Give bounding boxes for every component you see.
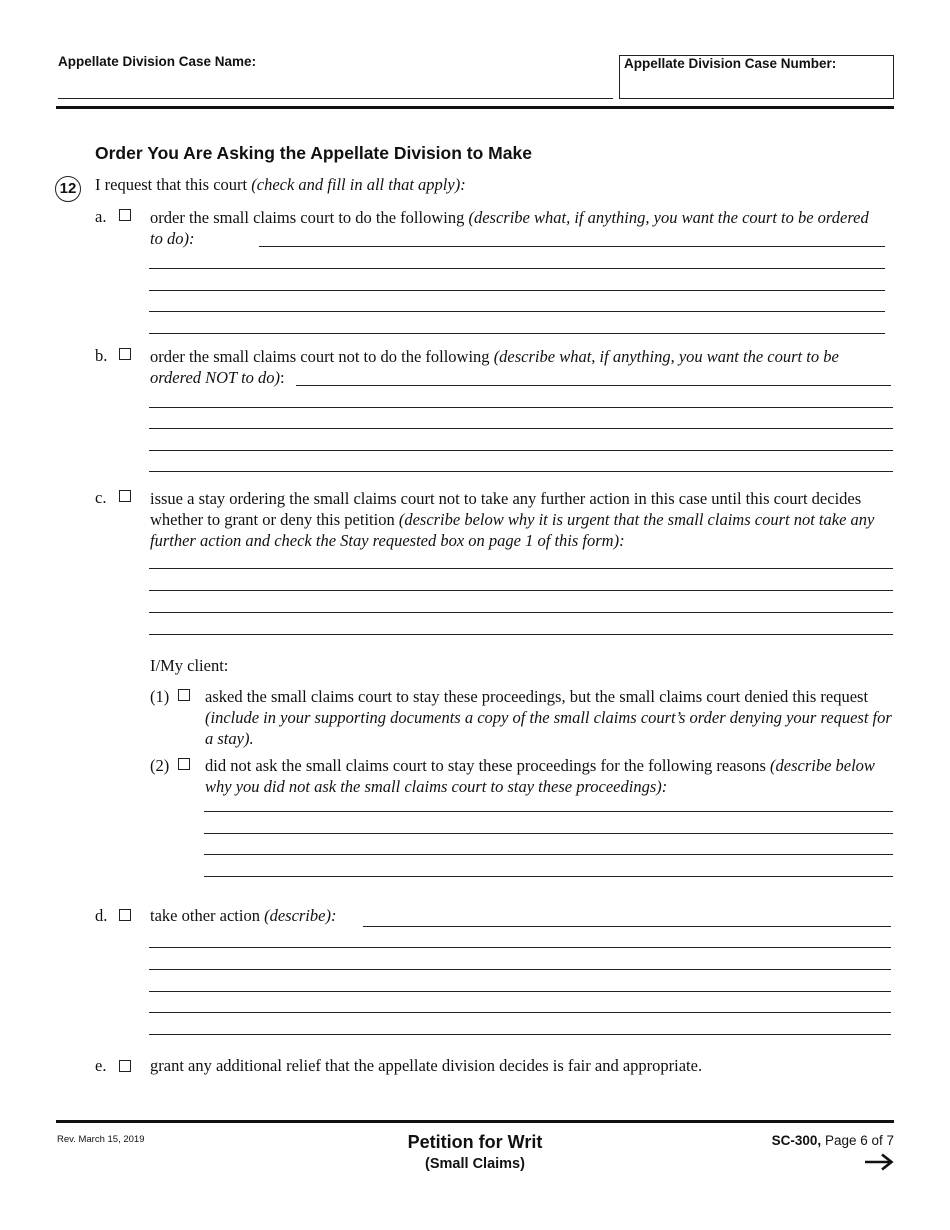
item-c-fill-line[interactable] [149, 590, 893, 591]
sub2-number: (2) [150, 756, 170, 775]
item-b-fill-line[interactable] [296, 385, 891, 386]
item-e-checkbox[interactable] [119, 1060, 131, 1072]
item-a-checkbox[interactable] [119, 209, 131, 221]
footer-rule [56, 1120, 894, 1123]
item-c-fill-line[interactable] [149, 612, 893, 613]
item-c-italic: (describe below why it is urgent that the small claims court not take any further action and check the Stay requested box on page 1 of this form): [150, 510, 875, 550]
sub1-plain: asked the small claims court to stay these proceedings, but the small claims court denied this request [205, 687, 869, 706]
case-name-field[interactable] [58, 70, 613, 99]
sub2-fill-line[interactable] [204, 833, 893, 834]
sub1-text [205, 686, 895, 749]
item-c-checkbox[interactable] [119, 490, 131, 502]
item-b-fill-line[interactable] [149, 471, 893, 472]
sub2-text [205, 755, 893, 797]
item-c-letter: c. [95, 488, 107, 507]
form-subtitle: (Small Claims) [425, 1156, 525, 1172]
revision-date: Rev. March 15, 2019 [57, 1134, 145, 1145]
item-d-letter: d. [95, 906, 108, 925]
item-c-plain: issue a stay ordering the small claims court not to take any further action in this case until this court decides whether to grant or deny this petition [150, 489, 862, 529]
item-d-checkbox[interactable] [119, 909, 131, 921]
item-b-letter: b. [95, 346, 108, 365]
sub2-italic: (describe below why you did not ask the small claims court to stay these proceedings): [205, 756, 875, 796]
item-d-fill-line[interactable] [149, 1034, 891, 1035]
header-rule [56, 106, 894, 109]
item-b-plain: order the small claims court not to do the following [150, 347, 494, 366]
item-d-fill-line[interactable] [149, 947, 891, 948]
item-d-fill-line[interactable] [149, 1012, 891, 1013]
sub2-fill-line[interactable] [204, 811, 893, 812]
item-a-fill-line[interactable] [149, 311, 885, 312]
item-c-fill-line[interactable] [149, 634, 893, 635]
section-intro [95, 174, 466, 195]
case-number-box[interactable] [619, 55, 894, 99]
sub2-checkbox[interactable] [178, 758, 190, 770]
sub2-fill-line[interactable] [204, 854, 893, 855]
section-title: Order You Are Asking the Appellate Division to Make [95, 143, 532, 163]
item-c-text [150, 488, 894, 551]
sub1-italic: (include in your supporting documents a copy of the small claims court’s order denying your request for a stay). [205, 708, 892, 748]
sub2-plain: did not ask the small claims court to stay these proceedings for the following reasons [205, 756, 770, 775]
form-id: SC-300, [771, 1133, 822, 1148]
item-b-fill-line[interactable] [149, 428, 893, 429]
item-a-letter: a. [95, 207, 107, 226]
right-arrow-icon[interactable] [864, 1153, 894, 1171]
item-d-plain: take other action [150, 906, 265, 925]
item-b-fill-line[interactable] [149, 450, 893, 451]
sub2-fill-line[interactable] [204, 876, 893, 877]
item-d-italic: (describe): [264, 906, 337, 925]
form-title: Petition for Writ [407, 1132, 543, 1152]
item-d-fill-line[interactable] [149, 991, 891, 992]
item-b-text [150, 346, 890, 388]
sub1-number: (1) [150, 687, 170, 706]
page-number: Page 6 of 7 [824, 1133, 894, 1148]
form-page-info [700, 1133, 894, 1148]
item-a-fill-line[interactable] [259, 246, 885, 247]
item-d-text [150, 905, 336, 926]
item-a-plain: order the small claims court to do the following [150, 208, 469, 227]
item-c-fill-line[interactable] [149, 568, 893, 569]
item-b-fill-line[interactable] [149, 407, 893, 408]
item-number-badge: 12 [55, 176, 81, 202]
sub1-checkbox[interactable] [178, 689, 190, 701]
item-a-fill-line[interactable] [149, 290, 885, 291]
item-a-fill-line[interactable] [149, 268, 885, 269]
item-b-suffix: : [280, 368, 285, 387]
item-a-italic: (describe what, if anything, you want the court to be ordered to do): [150, 208, 869, 248]
item-e-letter: e. [95, 1056, 107, 1075]
item-e-text: grant any additional relief that the appellate division decides is fair and appropriate. [150, 1056, 703, 1075]
item-d-fill-line[interactable] [363, 926, 891, 927]
case-number-label: Appellate Division Case Number: [624, 56, 837, 71]
item-d-fill-line[interactable] [149, 969, 891, 970]
intro-plain: I request that this court [95, 175, 252, 194]
item-a-fill-line[interactable] [149, 333, 885, 334]
item-b-checkbox[interactable] [119, 348, 131, 360]
intro-italic: (check and fill in all that apply): [251, 175, 466, 194]
item-a-text [150, 207, 885, 249]
item-b-italic: (describe what, if anything, you want the court to be ordered NOT to do) [150, 347, 839, 387]
client-label: I/My client: [150, 656, 229, 675]
case-name-label: Appellate Division Case Name: [58, 54, 257, 69]
